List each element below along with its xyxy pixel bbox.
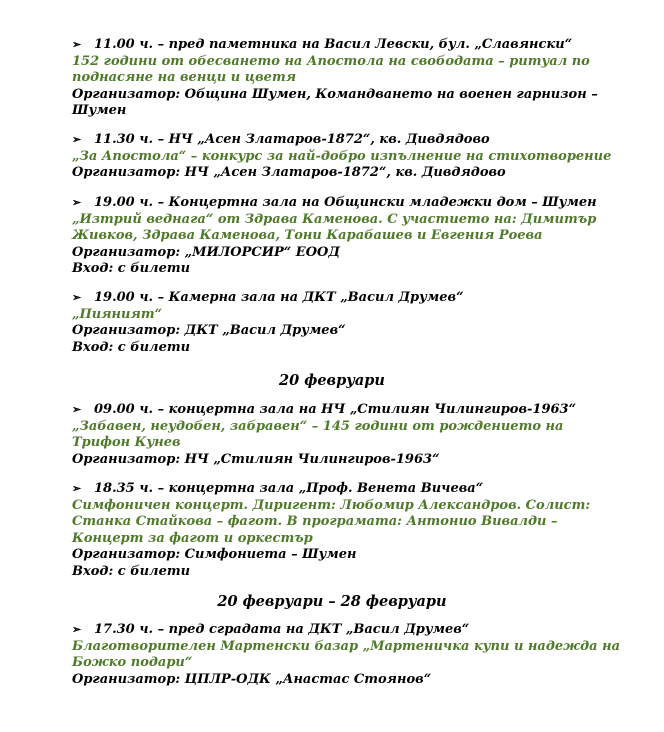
date-heading: 20 февруари [279,372,385,389]
event-time-place: ➢ 11.00 ч. – пред паметника на Васил Левски, бул. „Славянски“ [72,37,573,52]
event-title-line: „Изтрий веднага“ от Здрава Каменова. С участието на: Димитър [72,211,597,227]
event-organizer: Организатор: ЦПЛР-ОДК „Анастас Стоянов“ [72,671,432,687]
event-time-place: ➢ 19.00 ч. – Камерна зала на ДКТ „Васил Друмев“ [72,290,464,305]
arrowhead-bullet-icon: ➢ [72,482,82,495]
event-item [72,132,612,182]
event-item [72,290,592,356]
event-title-line: поднасяне на венци и цветя [72,70,297,85]
event-time-place: ➢ 19.00 ч. – Концертна зала на Общински младежки дом – Шумен [72,195,597,210]
event-item [72,37,598,120]
event-time-place: ➢ 18.35 ч. – концертна зала „Проф. Венета Вичева“ [72,481,484,496]
event-title-line: „Пияният“ [72,306,163,322]
event-item [72,622,621,688]
event-title-line: Симфоничен концерт. Диригент: Любомир Александров. Солист: [72,497,591,513]
event-title-line: 152 години от обесването на Апостола на свободата – ритуал по [72,53,590,69]
event-title-line: Живков, Здрава Каменова, Тони Карабашев и Евгения Роева [72,228,543,243]
event-organizer: Шумен [72,103,127,118]
arrowhead-bullet-icon: ➢ [72,38,82,51]
event-item [72,481,592,580]
event-entry: Вход: с билети [72,261,191,276]
date-heading: 20 февруари – 28 февруари [217,593,447,610]
arrowhead-bullet-icon: ➢ [72,403,82,416]
event-time-place: ➢ 17.30 ч. – пред сградата на ДКТ „Васил Друмев“ [72,622,470,637]
event-title-line: „За Апостола“ – конкурс за най-добро изпълнение на стихотворение [72,148,612,164]
arrowhead-bullet-icon: ➢ [72,196,82,209]
event-entry: Вход: с билети [72,339,191,355]
event-organizer: Организатор: Симфониета – Шумен [72,547,357,562]
event-title-line: „Забавен, неудобен, забравен“ – 145 години от рождението на [72,418,564,434]
event-organizer: Организатор: НЧ „Асен Златаров-1872“, кв. Дивдядово [72,165,506,180]
event-title-line: Благотворителен Мартенски базар „Мартеничка купи и надежда на [72,638,621,654]
event-title-line: Концерт за фагот и оркестър [72,530,313,546]
event-item [72,195,597,278]
arrowhead-bullet-icon: ➢ [72,133,82,146]
event-organizer: Организатор: „МИЛОРСИР“ ЕООД [72,244,340,260]
event-title-line: Божко подари“ [72,655,193,670]
event-entry: Вход: с билети [72,563,191,579]
arrowhead-bullet-icon: ➢ [72,291,82,304]
event-organizer: Организатор: ДКТ „Васил Друмев“ [72,323,346,338]
event-organizer: Организатор: Община Шумен, Командването на военен гарнизон – [72,86,598,102]
event-time-place: ➢ 11.30 ч. – НЧ „Асен Златаров-1872“, кв. Дивдядово [72,132,490,147]
event-time-place: ➢ 09.00 ч. – концертна зала на НЧ „Стилиян Чилингиров-1963“ [72,402,577,417]
event-item [72,402,592,468]
arrowhead-bullet-icon: ➢ [72,623,82,636]
event-title-line: Станка Стайкова – фагот. В програмата: Антонио Вивалди – [72,514,558,529]
event-organizer: Организатор: НЧ „Стилиян Чилингиров-1963“ [72,451,440,467]
event-title-line: Трифон Кунев [72,435,181,450]
